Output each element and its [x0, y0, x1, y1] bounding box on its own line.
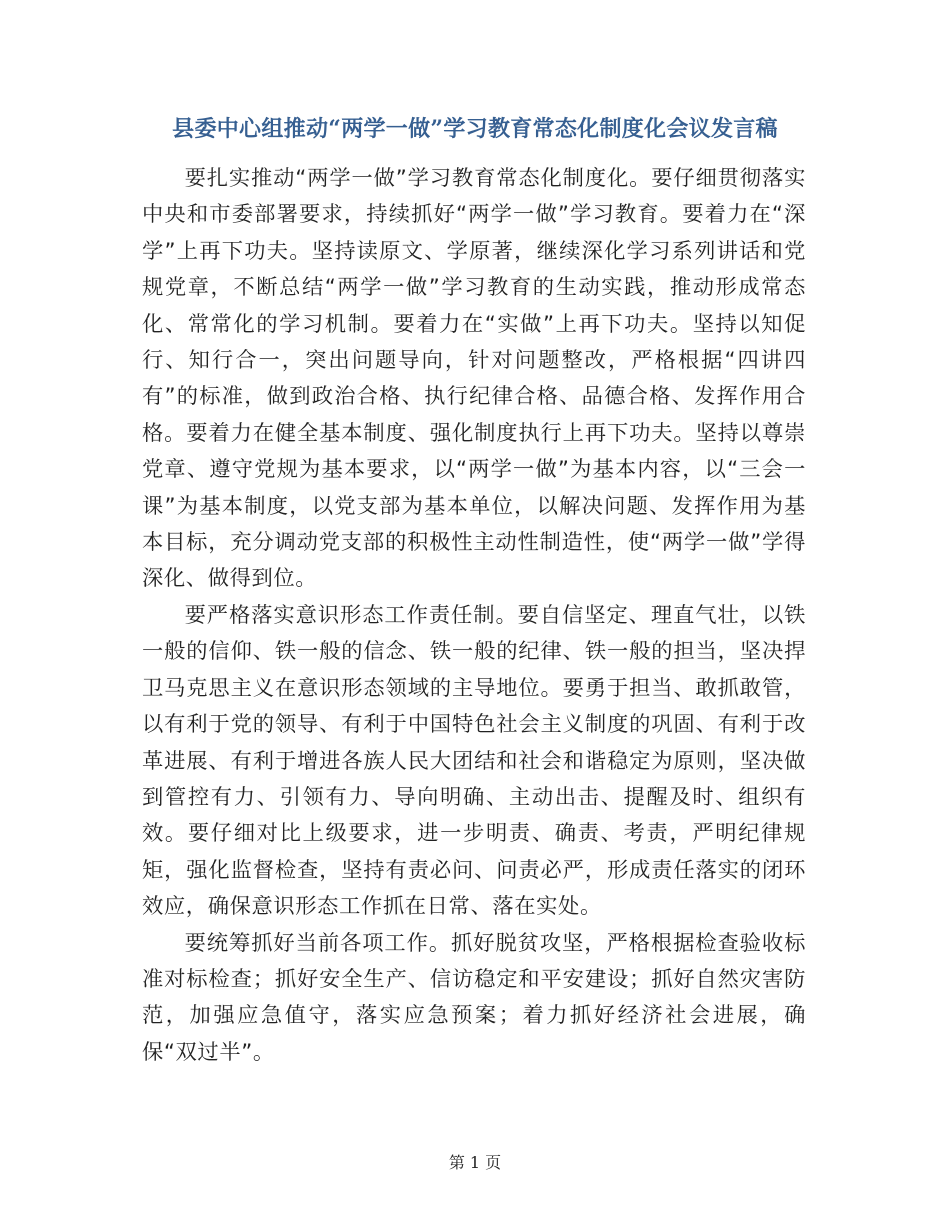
paragraph-3: 要统筹抓好当前各项工作。抓好脱贫攻坚，严格根据检查验收标准对标检查；抓好安全生产、信访稳定和平安建设；抓好自然灾害防范，加强应急值守，落实应急预案；着力抓好经济社会进展，确保“双过半”。: [142, 930, 806, 1065]
paragraph-2: 要严格落实意识形态工作责任制。要自信坚定、理直气壮，以铁一般的信仰、铁一般的信念、铁一般的纪律、铁一般的担当，坚决捍卫马克思主义在意识形态领域的主导地位。要勇于担当、敢抓敢管，以有利于党的领导、有利于中国特色社会主义制度的巩固、有利于改革进展、有利于增进各族人民大团结和社会和谐稳定为原则，坚决做到管控有力、引领有力、导向明确、主动出击、提醒及时、组织有效。要仔细对比上级要求，进一步明责、确责、考责，严明纪律规矩，强化监督检查，坚持有责必问、问责必严，形成责任落实的闭环效应，确保意识形态工作抓在日常、落在实处。: [142, 602, 806, 920]
document-title: 县委中心组推动“两学一做”学习教育常态化制度化会议发言稿: [172, 116, 778, 142]
document-body: [142, 161, 806, 1071]
paragraph-1: 要扎实推动“两学一做”学习教育常态化制度化。要仔细贯彻落实中央和市委部署要求，持续抓好“两学一做”学习教育。要着力在“深学”上再下功夫。坚持读原文、学原著，继续深化学习系列讲话和党规党章，不断总结“两学一做”学习教育的生动实践，推动形成常态化、常常化的学习机制。要着力在“实做”上再下功夫。坚持以知促行、知行合一，突出问题导向，针对问题整改，严格根据“四讲四有”的标准，做到政治合格、执行纪律合格、品德合格、发挥作用合格。要着力在健全基本制度、强化制度执行上再下功夫。坚持以尊崇党章、遵守党规为基本要求，以“两学一做”为基本内容，以“三会一课”为基本制度，以党支部为基本单位，以解决问题、发挥作用为基本目标，充分调动党支部的积极性主动性制造性，使“两学一做”学得深化、做得到位。: [142, 166, 806, 592]
page-number: 第 1 页: [448, 1153, 502, 1172]
